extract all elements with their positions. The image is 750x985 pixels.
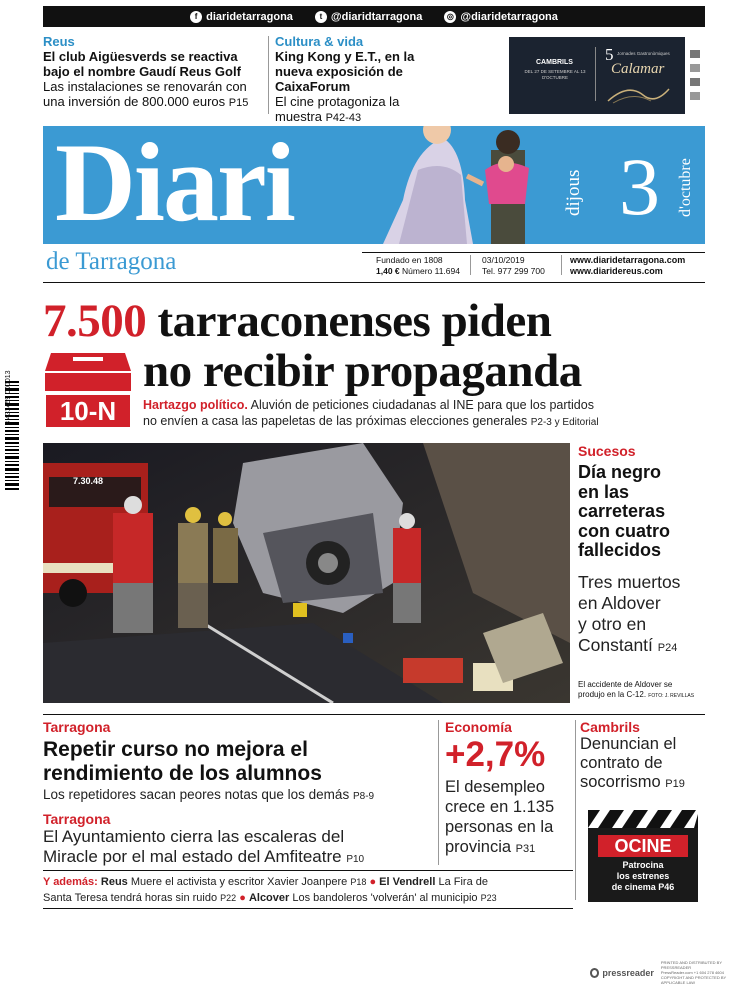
barcode-digits: 8 431459 000013 [5,370,12,425]
ad-calamar[interactable] [509,37,685,114]
logo[interactable]: Diari [55,126,294,244]
story-text: El Ayuntamiento cierra las escaleras del Miracle por el mal estado del Amfiteatre P10 [43,827,365,866]
ocine-brand: OCINE [598,835,688,857]
section-rule [43,908,573,909]
squid-graphic-icon [603,81,673,105]
facebook-icon: f [190,11,202,23]
accident-photo[interactable] [43,443,570,703]
teaser-section: Cultura & vida [275,34,364,49]
sucesos-column[interactable] [578,443,705,659]
ad-title: CAMBRILS [536,59,573,66]
date-month: d'octubre [677,158,694,218]
barcode [5,370,19,521]
ad-edition-label: Jornades Gastronòmiques [617,51,670,56]
section-rule [43,714,705,715]
social-label: diaridetarragona [206,10,293,23]
story-economia[interactable] [445,719,575,859]
social-bar [43,6,705,27]
teaser-summary: El cine protagoniza la muestra P42-43 [275,94,400,124]
story-section: Tarragona [43,811,111,827]
pressreader-brand: pressreader [602,967,654,978]
sucesos-headline: Día negro en las carreteras con cuatro fallecidos [578,462,671,560]
social-label: @diaridetarragona [460,10,558,23]
date-day: 3 [619,141,660,232]
bullet-icon: ● [369,876,377,888]
main-lead: Hartazgo político. Aluvión de peticiones ciudadanas al INE para que los partidos no envíen a casa las papeletas de las próximas elecciones generales P2-3 y Editorial [143,398,599,428]
story-tarragona-curso[interactable] [43,719,433,806]
masthead [43,126,705,244]
info-divider [470,255,471,275]
ad-dates: DEL 27 DE SETEMBRE AL 13 D'OCTUBRE [524,69,586,80]
kingkong-illustration [363,126,563,244]
cambrils-text: Denuncian el contrato de socorrismo P19 [580,735,685,791]
ademas-label: Y además: [43,876,98,888]
date-weekday: dijous [563,169,584,217]
bullet-icon: ● [239,892,246,904]
social-label: @diaridtarragona [330,10,423,23]
section-rule [43,282,705,283]
instagram-icon: ◎ [444,11,456,23]
social-twitter[interactable] [315,11,422,23]
pressreader-legal: PRINTED AND DISTRIBUTED BY PRESSREADER PressReader.com +1 604 278 4604 COPYRIGHT AND PROTECTED BY APPLICABLE LAW [660,960,727,985]
story-cambrils[interactable] [580,719,705,794]
badge-10n: 10-N [46,395,130,427]
ocine-text: Patrocina los estrenes de cinema P46 [611,860,675,892]
story-section: Cambrils [580,719,640,735]
story-tarragona-miracle[interactable] [43,811,433,870]
truck-label: 7.30.48 [73,476,104,486]
section-rule [43,870,573,871]
teaser-headline: El club Aigüesverds se reactiva bajo el nombre Gaudí Reus Golf [43,49,241,79]
column-divider [575,720,576,900]
masthead-subtitle: de Tarragona [46,248,177,275]
economia-text: El desempleo crece en 1.135 personas en la provincia P31 [445,778,555,856]
pressreader-footer[interactable] [590,960,750,985]
info-divider [561,255,562,275]
ballot-box-icon [43,349,133,393]
social-facebook[interactable] [190,11,293,23]
info-rule [362,252,705,253]
teaser-cultura[interactable] [275,34,445,126]
twitter-icon: t [315,11,327,23]
ballot-box-badge [43,349,133,431]
ademas-box[interactable]: Y además: Reus Muere el activista y escritor Xavier Joanpere P18 ● El Vendrell La Fira de Santa Teresa tendrá horas sin ruido P22 ● Alcover Los bandoleros 'volverán' al municipio P23 [43,876,497,904]
photo-caption: El accidente de Aldover se produjo en la C-12. FOTO: J. REVILLAS [578,680,695,699]
story-headline: Repetir curso no mejora el rendimiento de los alumnos [43,738,322,785]
economia-figure: +2,7% [445,735,546,774]
social-instagram[interactable] [444,11,558,23]
sucesos-section: Sucesos [578,443,636,459]
info-founded: Fundado en 1808 1,40 € Número 11.694 [376,255,460,276]
main-headline-line2[interactable]: no recibir propaganda [143,345,582,397]
sucesos-summary: Tres muertos en Aldover y otro en Constantí P24 [578,571,681,655]
sponsor-logos-icon [688,48,702,104]
ad-brand: Calamar [611,61,665,77]
ad-logos [688,48,702,107]
teaser-section: Reus [43,34,75,49]
story-section: Economía [445,719,512,735]
pressreader-icon [590,968,599,978]
clapperboard-icon [588,810,698,828]
teaser-headline: King Kong y E.T., en la nueva exposición de CaixaForum [275,49,415,94]
column-divider [438,720,439,865]
ad-divider [595,47,596,101]
ad-edition: 5 [605,45,614,64]
info-web[interactable]: www.diaridetarragona.com www.diaridereus.com [570,255,686,276]
story-section: Tarragona [43,719,111,735]
divider [268,36,269,114]
teaser-reus[interactable] [43,34,265,111]
main-headline-line1[interactable]: 7.500 tarraconenses piden [43,295,552,347]
story-summary: Los repetidores sacan peores notas que los demás P8-9 [43,787,375,802]
info-date: 03/10/2019 Tel. 977 299 700 [482,255,545,276]
ad-ocine[interactable] [588,810,698,902]
accident-scene-icon [43,443,570,703]
teaser-summary: Las instalaciones se renovarán con una inversión de 800.000 euros P15 [43,79,249,109]
